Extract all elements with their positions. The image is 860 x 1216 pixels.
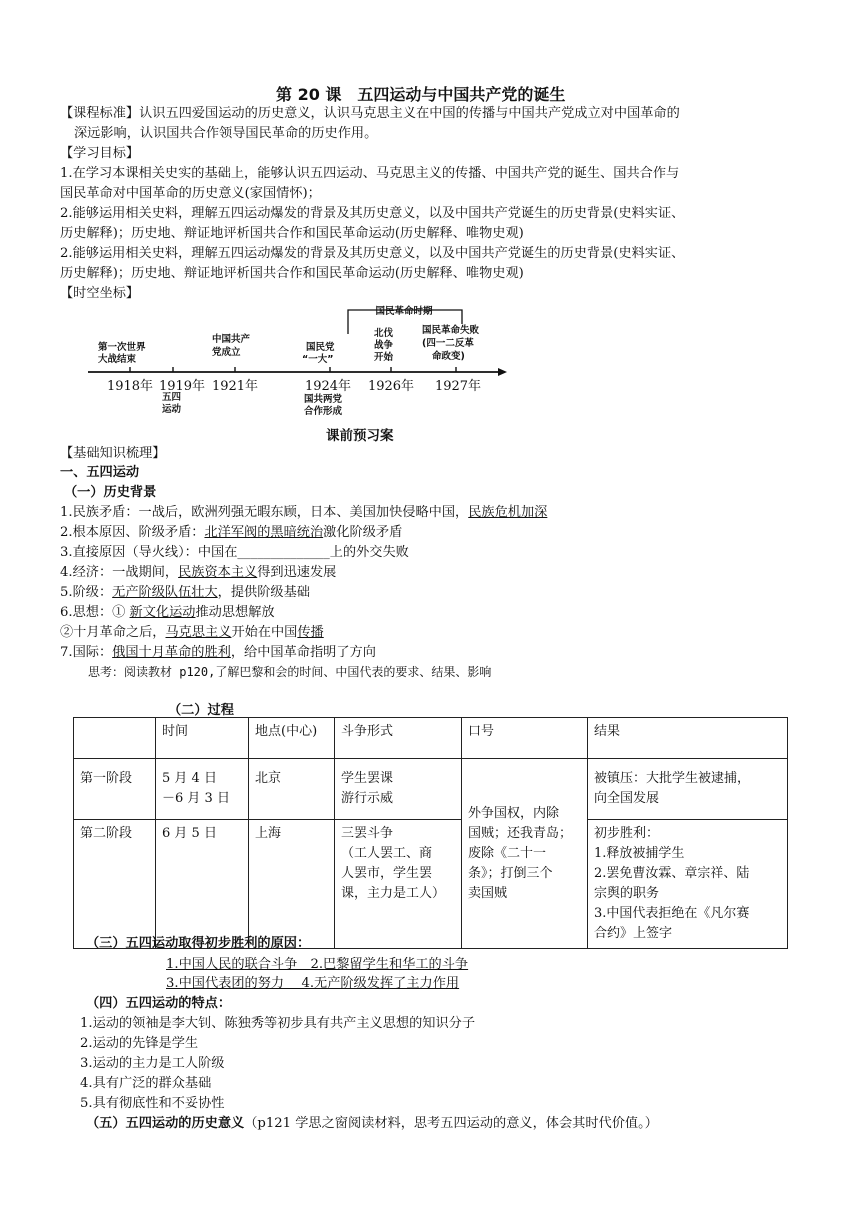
axis-arrow (498, 368, 507, 376)
event-1919: 五四 (162, 392, 182, 403)
year-label: 1926年 (367, 379, 415, 394)
table-header-row (74, 718, 788, 759)
feature-item: 3.运动的主力是工人阶级 (80, 1056, 225, 1071)
subsection-heading: （一）历史背景 (64, 485, 157, 500)
form-cell: 学生罢课 游行示威 (335, 759, 462, 820)
answer-underline: 北洋军阀的黑暗统治 (204, 525, 324, 540)
event-1924-cooperation: 国共两党 (304, 394, 343, 405)
feature-item: 5.具有彻底性和不妥协性 (80, 1096, 225, 1111)
stage-cell: 第一阶段 (74, 759, 156, 820)
background-item: 3.直接原因（导火线）：中国在______________上的外交失败 (60, 545, 409, 560)
header-cell: 口号 (462, 718, 588, 759)
course-standard (60, 104, 680, 124)
subsection-heading: （二）过程 (168, 703, 234, 718)
stage-cell: 第二阶段 (74, 820, 156, 949)
section-heading: 一、五四运动 (60, 465, 140, 480)
event-1919: 运动 (162, 404, 182, 415)
event-1926: 开始 (374, 352, 394, 363)
standard-line-2: 深远影响，认识国共合作领导国民革命的历史作用。 (74, 126, 378, 141)
background-item: 4.经济：一战期间，民族资本主义得到迅速发展 (60, 565, 337, 580)
goal-line: 1.在学习本课相关史实的基础上，能够认识五四运动、马克思主义的传播、中国共产党的诞生、国共合作与 (60, 166, 680, 181)
fill-blank[interactable]: ______________ (237, 545, 330, 560)
subsection-heading: （三）五四运动取得初步胜利的原因： (86, 936, 311, 951)
event-1927: (四一二反革 (422, 338, 474, 349)
form-cell: 三罢斗争 （工人罢工、商 人罢市，学生罢 课，主力是工人） (335, 820, 462, 949)
header-cell: 斗争形式 (335, 718, 462, 759)
result-cell: 初步胜利： 1.释放被捕学生 2.罢免曹汝霖、章宗祥、陆 宗舆的职务 3.中国代表拒绝在《凡尔赛 合约》上签字 (588, 820, 788, 949)
feature-item: 2.运动的先锋是学生 (80, 1036, 199, 1051)
process-table (73, 717, 788, 949)
place-cell: 上海 (249, 820, 335, 949)
event-1924: 国民党 (306, 342, 335, 353)
event-1927: 命政变) (432, 351, 465, 362)
header-cell: 结果 (588, 718, 788, 759)
significance-heading: （五）五四运动的历史意义（p121 学思之窗阅读材料，思考五四运动的意义，体会其时代价值。） (86, 1116, 658, 1131)
event-1918: 第一次世界 (98, 342, 146, 353)
background-item: ②十月革命之后，马克思主义开始在中国传播 (60, 625, 324, 640)
year-label: 1927年 (434, 379, 482, 394)
answer-underline: 民族危机加深 (468, 505, 548, 520)
reason-line: 1.中国人民的联合斗争 2.巴黎留学生和华工的斗争 (166, 957, 469, 972)
year-label: 1919年 (158, 379, 206, 394)
event-1927: 国民革命失败 (422, 325, 480, 336)
answer-underline: 传播 (297, 625, 324, 640)
timeline-diagram (80, 298, 510, 420)
standard-line-1: 认识五四爱国运动的历史意义，认识马克思主义在中国的传播与中国共产党成立对中国革命的 (139, 106, 680, 121)
standard-label: 【课程标准】 (60, 106, 140, 121)
event-1926: 战争 (374, 340, 394, 351)
reason-line: 3.中国代表团的努力 4.无产阶级发挥了主力作用 (166, 976, 460, 991)
goal-line: 历史解释)；历史地、辩证地评析国共合作和国民革命运动(历史解释、唯物史观) (60, 266, 524, 281)
table-row (74, 759, 788, 820)
background-item: 1.民族矛盾：一战后，欧洲列强无暇东顾，日本、美国加快侵略中国，民族危机加深 (60, 505, 548, 520)
answer-underline: 马克思主义 (165, 625, 232, 640)
background-item: 2.根本原因、阶级矛盾：北洋军阀的黑暗统治激化阶级矛盾 (60, 525, 403, 540)
goal-line: 国民革命对中国革命的历史意义(家国情怀)； (60, 186, 321, 201)
think-prompt: 思考：阅读教材 p120,了解巴黎和会的时间、中国代表的要求、结果、影响 (88, 665, 492, 679)
header-cell: 时间 (156, 718, 249, 759)
feature-item: 4.具有广泛的群众基础 (80, 1076, 212, 1091)
event-1924-cooperation: 合作形成 (304, 406, 343, 417)
year-label: 1918年 (106, 379, 154, 394)
event-1926: 北伐 (374, 328, 394, 339)
event-1921: 中国共产 (212, 334, 251, 345)
background-item: 6.思想：① 新文化运动推动思想解放 (60, 605, 275, 620)
header-cell (74, 718, 156, 759)
period-label: 国民革命时期 (375, 306, 433, 317)
background-item: 5.阶级：无产阶级队伍壮大，提供阶级基础 (60, 585, 310, 600)
result-cell: 被镇压：大批学生被逮捕， 向全国发展 (588, 759, 788, 820)
slogan-cell: 外争国权，内除 国贼；还我青岛； 废除《二十一 条》；打倒三个 卖国贼 (462, 759, 588, 949)
header-cell: 地点(中心) (249, 718, 335, 759)
year-label: 1924年 (304, 379, 352, 394)
basics-label: 【基础知识梳理】 (60, 446, 166, 461)
place-cell: 北京 (249, 759, 335, 820)
background-item: 7.国际：俄国十月革命的胜利，给中国革命指明了方向 (60, 645, 376, 660)
goal-line: 2.能够运用相关史料，理解五四运动爆发的背景及其历史意义，以及中国共产党诞生的历史背景(史料实证、 (60, 246, 685, 261)
event-1918: 大战结束 (98, 354, 137, 365)
answer-underline: 新文化运动 (129, 605, 196, 620)
event-1921: 党成立 (212, 347, 241, 358)
goal-line: 历史解释)；历史地、辩证地评析国共合作和国民革命运动(历史解释、唯物史观) (60, 226, 524, 241)
answer-underline: 无产阶级队伍壮大 (112, 585, 218, 600)
goals-label: 【学习目标】 (60, 146, 140, 161)
year-label: 1921年 (211, 379, 259, 394)
feature-item: 1.运动的领袖是李大钊、陈独秀等初步具有共产主义思想的知识分子 (80, 1016, 476, 1031)
page-title: 第 20 课 五四运动与中国共产党的诞生 (276, 85, 566, 104)
answer-underline: 民族资本主义 (178, 565, 258, 580)
time-cell: 5 月 4 日 －6 月 3 日 (156, 759, 249, 820)
event-1924: “一大” (302, 354, 334, 365)
timeline-label: 【时空坐标】 (60, 286, 140, 301)
preview-heading: 课前预习案 (326, 428, 394, 444)
answer-underline: 俄国十月革命的胜利 (112, 645, 231, 660)
goal-line: 2.能够运用相关史料，理解五四运动爆发的背景及其历史意义，以及中国共产党诞生的历史背景(史料实证、 (60, 206, 685, 221)
table-row (74, 820, 788, 949)
time-cell: 6 月 5 日 (156, 820, 249, 949)
subsection-heading: （四）五四运动的特点： (86, 996, 232, 1011)
